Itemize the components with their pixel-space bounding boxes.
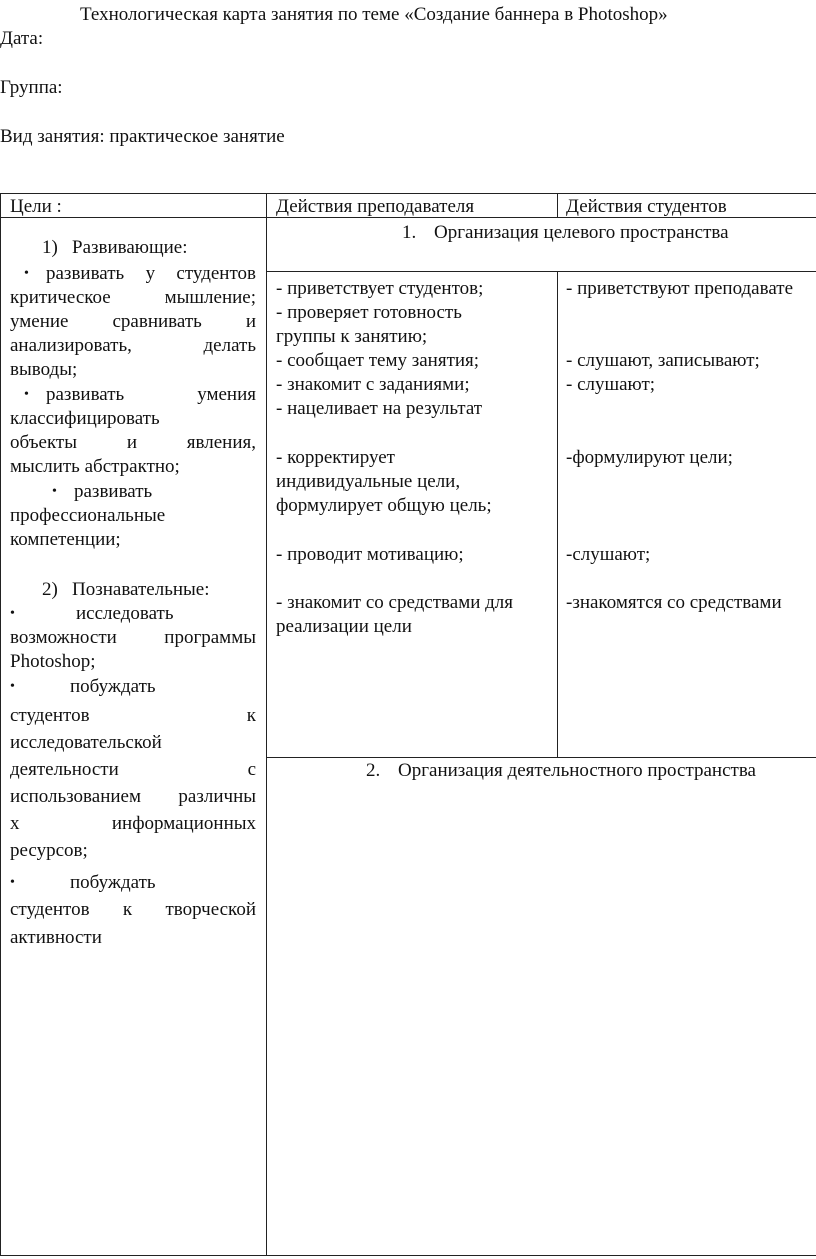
bullet-icon: • xyxy=(52,484,57,499)
student-action: - приветствуют преподавате xyxy=(566,278,794,299)
teacher-action: - знакомит с заданиями; xyxy=(276,374,470,395)
cognitive-number: 2) xyxy=(42,579,58,600)
teacher-action: - корректирует xyxy=(276,447,395,468)
col-header-students: Действия студентов xyxy=(566,196,727,217)
student-action: -знакомятся со средствами xyxy=(566,592,782,613)
section1-number: 1. xyxy=(402,222,417,243)
goal-line: Photoshop; xyxy=(10,651,96,672)
teacher-action: - проводит мотивацию; xyxy=(276,544,464,565)
section1-divider xyxy=(266,271,816,272)
document-title: Технологическая карта занятия по теме «Создание баннера в Photoshop» xyxy=(80,4,668,25)
goal-line: побуждать xyxy=(70,676,156,697)
goal-line: исследовательской xyxy=(10,732,162,753)
teacher-action: - знакомит со средствами для xyxy=(276,592,514,613)
goal-line: деятельности с xyxy=(10,759,256,780)
goal-line: побуждать xyxy=(70,872,156,893)
col-header-teacher: Действия преподавателя xyxy=(276,196,475,217)
table-left-border xyxy=(0,193,1,1256)
goal-line: критическое мышление; xyxy=(10,287,256,308)
goal-line: классифицировать xyxy=(10,408,160,429)
bullet-icon: • xyxy=(10,679,15,694)
goal-line: х информационных xyxy=(10,813,256,834)
teacher-action: формулирует общую цель; xyxy=(276,495,492,516)
goal-line: активности xyxy=(10,927,102,948)
goal-line: исследовать xyxy=(76,603,174,624)
goal-line: использованием различны xyxy=(10,786,256,807)
bullet-icon: • xyxy=(24,266,29,281)
lesson-type: Вид занятия: практическое занятие xyxy=(0,126,285,147)
goal-line: развивать xyxy=(74,481,153,502)
goal-line: объекты и явления, xyxy=(10,432,256,453)
teacher-action: - приветствует студентов; xyxy=(276,278,484,299)
teacher-action: реализации цели xyxy=(276,616,412,637)
student-action: - слушают; xyxy=(566,374,656,395)
date-label: Дата: xyxy=(0,28,44,49)
goal-line: возможности программы xyxy=(10,627,256,648)
goal-line: студентов к xyxy=(10,705,256,726)
section2-title: Организация деятельностного пространства xyxy=(398,760,756,781)
goal-line: мыслить абстрактно; xyxy=(10,456,180,477)
col-header-goals: Цели : xyxy=(10,196,62,217)
goal-line: выводы; xyxy=(10,359,78,380)
table-bottom-border xyxy=(0,1255,816,1256)
section2-divider xyxy=(266,757,816,758)
group-label: Группа: xyxy=(0,77,63,98)
student-action: -слушают; xyxy=(566,544,651,565)
bullet-icon: • xyxy=(10,606,15,621)
column-divider-2-body xyxy=(557,271,558,758)
goal-line: ресурсов; xyxy=(10,840,88,861)
developing-number: 1) xyxy=(42,237,58,258)
column-divider-2-header xyxy=(557,193,558,218)
teacher-action: - нацеливает на результат xyxy=(276,398,483,419)
goal-line: анализировать, делать xyxy=(10,335,256,356)
bullet-icon: • xyxy=(24,387,29,402)
teacher-action: - проверяет готовность xyxy=(276,302,462,323)
cognitive-title: Познавательные: xyxy=(72,579,210,600)
goal-line: профессиональные xyxy=(10,505,166,526)
goal-line: компетенции; xyxy=(10,529,121,550)
table-top-border xyxy=(0,193,816,194)
goal-line: умение сравнивать и xyxy=(10,311,256,332)
teacher-action: группы к занятию; xyxy=(276,326,428,347)
goal-line: развивать умения xyxy=(46,384,256,405)
developing-title: Развивающие: xyxy=(72,237,188,258)
section2-number: 2. xyxy=(366,760,381,781)
goal-line: развивать у студентов xyxy=(46,263,256,284)
column-divider-1 xyxy=(266,193,267,1256)
student-action: -формулируют цели; xyxy=(566,447,733,468)
bullet-icon: • xyxy=(10,875,15,890)
teacher-action: - сообщает тему занятия; xyxy=(276,350,480,371)
student-action: - слушают, записывают; xyxy=(566,350,760,371)
section1-title: Организация целевого пространства xyxy=(434,222,729,243)
teacher-action: индивидуальные цели, xyxy=(276,471,461,492)
goal-line: студентов к творческой xyxy=(10,899,256,920)
